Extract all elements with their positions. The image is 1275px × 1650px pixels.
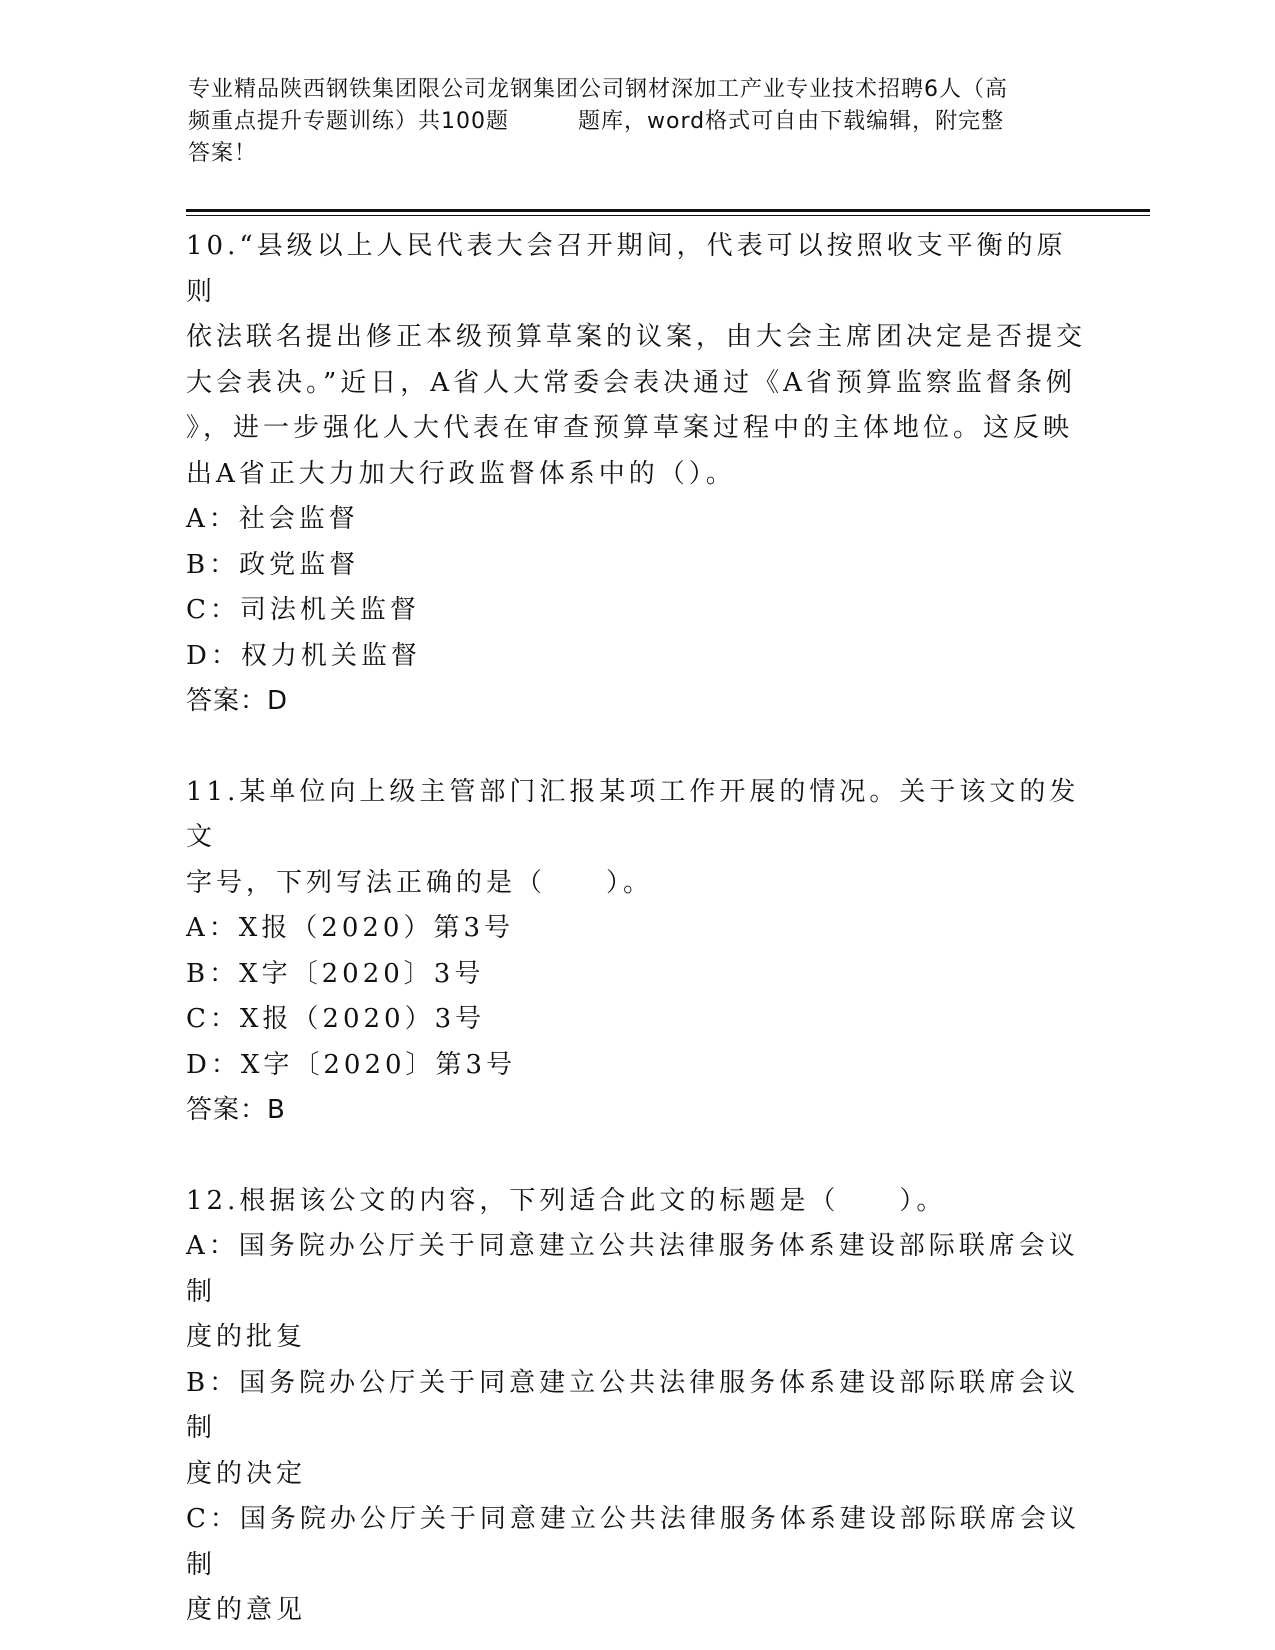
option-a: A：国务院办公厅关于同意建立公共法律服务体系建设部际联席会议制 bbox=[186, 1231, 1079, 1307]
answer-line: 答案：B bbox=[186, 1095, 286, 1125]
option-a: A：社会监督 bbox=[186, 504, 359, 534]
question-stem-line: 出A省正大力加大行政监督体系中的（）。 bbox=[186, 458, 736, 489]
option-b-continued: 度的决定 bbox=[186, 1458, 307, 1489]
question-stem-line: 12.根据该公文的内容，下列适合此文的标题是（ ）。 bbox=[186, 1185, 947, 1216]
spacer bbox=[186, 725, 1086, 770]
option-b: B：国务院办公厅关于同意建立公共法律服务体系建设部际联席会议制 bbox=[186, 1367, 1080, 1443]
option-b: B：X字〔2020〕3号 bbox=[186, 958, 485, 989]
header-divider-thick bbox=[186, 209, 1150, 212]
option-a: A：X报（2020）第3号 bbox=[186, 913, 514, 943]
question-stem-line: 依法联名提出修正本级预算草案的议案，由大会主席团决定是否提交 bbox=[186, 322, 1087, 352]
option-c-continued: 度的意见 bbox=[186, 1595, 307, 1625]
question-stem-line: 字号，下列写法正确的是（ ）。 bbox=[186, 867, 654, 898]
question-list bbox=[186, 224, 1086, 1634]
spacer bbox=[186, 1134, 1086, 1179]
header-line: 专业精品陕西钢铁集团限公司龙钢集团公司钢材深加工产业专业技术招聘6人（高 bbox=[188, 77, 1008, 102]
header-line: 频重点提升专题训练）共100题 题库，word格式可自由下载编辑，附完整 bbox=[188, 109, 1005, 134]
header-line: 答案！ bbox=[188, 141, 258, 166]
question-stem-line: 10.“县级以上人民代表大会召开期间，代表可以按照收支平衡的原则 bbox=[186, 231, 1067, 307]
option-b: B：政党监督 bbox=[186, 549, 360, 580]
option-c: C：X报（2020）3号 bbox=[186, 1004, 486, 1034]
option-d: D：权力机关监督 bbox=[186, 640, 421, 671]
question-stem-line: 大会表决。”近日，A省人大常委会表决通过《A省预算监察监督条例 bbox=[186, 367, 1076, 398]
question-stem-line: 》，进一步强化人大代表在审查预算草案过程中的主体地位。这反映 bbox=[186, 413, 1074, 443]
option-a-continued: 度的批复 bbox=[186, 1322, 307, 1352]
option-c: C：国务院办公厅关于同意建立公共法律服务体系建设部际联席会议制 bbox=[186, 1504, 1080, 1580]
answer-line: 答案：D bbox=[186, 686, 289, 716]
question-10 bbox=[186, 224, 1086, 725]
document-header bbox=[188, 74, 1088, 170]
question-stem-line: 11.某单位向上级主管部门汇报某项工作开展的情况。关于该文的发文 bbox=[186, 776, 1080, 852]
option-d: D：X字〔2020〕第3号 bbox=[186, 1049, 517, 1080]
option-c: C：司法机关监督 bbox=[186, 595, 420, 625]
question-11 bbox=[186, 770, 1086, 1134]
question-12 bbox=[186, 1179, 1086, 1634]
header-divider-thin bbox=[186, 215, 1150, 216]
